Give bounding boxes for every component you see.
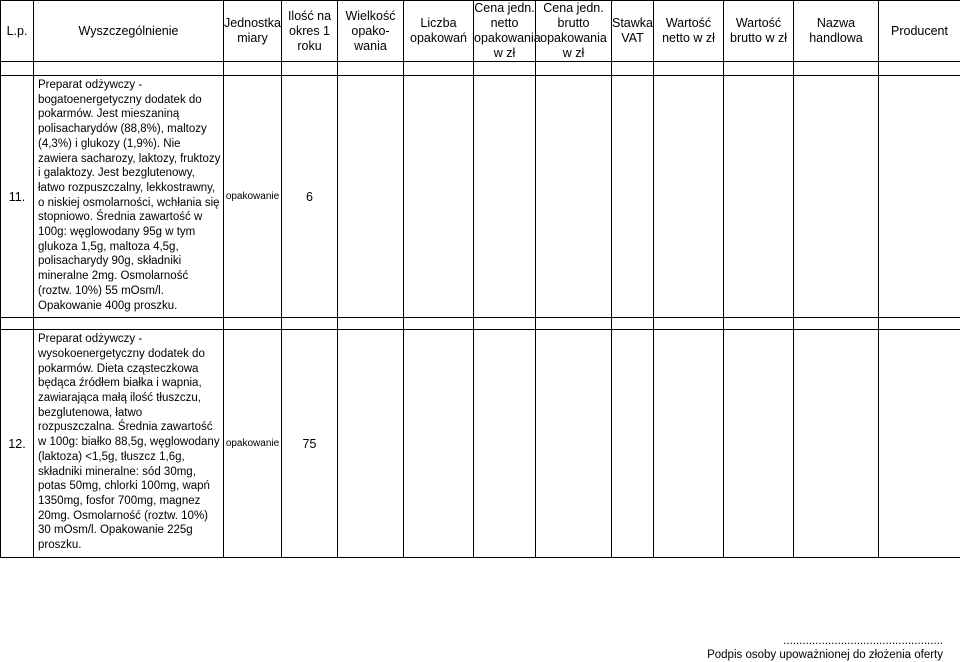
- row-description: Preparat odżywczy - wysokoenergetyczny dodatek do pokarmów. Dieta cząsteczkowa będąca źródłem białka i wapnia, zawiarająca małą ilość tłuszczu, bezglutenowa, łatwo rozpuszczalna. Średnia zawartość w 100g: białko 88,5g, węglowodany (laktoza) <1,5g, tłuszcz 1,6g, składniki mineralne: sód 30mg, potas 50mg, chlorki 100mg, wapń 1350mg, fosfor 700mg, magnez 20mg. Osmolarność (roztw. 10%) 30 mOsm/l. Opakowanie 225g proszku.: [34, 330, 224, 558]
- cell-package-size[interactable]: [338, 330, 404, 558]
- header-unit-price-gross: Cena jedn. brutto opakowania w zł: [536, 1, 612, 62]
- cell-value-gross[interactable]: [724, 330, 794, 558]
- signature-dots: ..................................................: [707, 634, 943, 648]
- header-value-net: Wartość netto w zł: [654, 1, 724, 62]
- cell-vat-rate[interactable]: [612, 330, 654, 558]
- signature-block: [707, 634, 943, 662]
- row-quantity: 75: [282, 330, 338, 558]
- header-vat-rate: Stawka VAT: [612, 1, 654, 62]
- row-lp: 11.: [1, 76, 34, 318]
- table-row: [1, 76, 960, 318]
- cell-package-count[interactable]: [404, 76, 474, 318]
- header-value-gross: Wartość brutto w zł: [724, 1, 794, 62]
- header-producer: Producent: [879, 1, 960, 62]
- table-row: [1, 330, 960, 558]
- header-unit: Jednostka miary: [224, 1, 282, 62]
- cell-unit-price-net[interactable]: [474, 330, 536, 558]
- header-quantity: Ilość na okres 1 roku: [282, 1, 338, 62]
- table-header-row: [1, 1, 960, 62]
- signature-label: Podpis osoby upoważnionej do złożenia oferty: [707, 648, 943, 662]
- cell-trade-name[interactable]: [794, 330, 879, 558]
- cell-producer[interactable]: [879, 76, 960, 318]
- header-package-count: Liczba opakowań: [404, 1, 474, 62]
- cell-value-net[interactable]: [654, 330, 724, 558]
- row-unit: opakowanie: [224, 330, 282, 558]
- header-description: Wyszczególnienie: [34, 1, 224, 62]
- row-lp: 12.: [1, 330, 34, 558]
- cell-unit-price-gross[interactable]: [536, 76, 612, 318]
- row-quantity: 6: [282, 76, 338, 318]
- header-lp: L.p.: [1, 1, 34, 62]
- cell-package-size[interactable]: [338, 76, 404, 318]
- row-description: Preparat odżywczy - bogatoenergetyczny dodatek do pokarmów. Jest mieszaniną polisacharydów (88,8%), maltozy (4,3%) i glukozy (1,9%). Nie zawiera sacharozy, laktozy, fruktozy i galaktozy. Jest bezglutenowy, łatwo rozpuszczalny, lekkostrawny, o niskiej osmolarności, wchłania się stopniowo. Średnia zawartość w 100g: węglowodany 95g w tym glukoza 1,5g, maltoza 4,5g, polisacharydy 90g, składniki mineralne 2mg. Osmolarność (roztw. 10%) 55 mOsm/l. Opakowanie 400g proszku.: [34, 76, 224, 318]
- header-unit-price-net: Cena jedn. netto opakowania w zł: [474, 1, 536, 62]
- cell-trade-name[interactable]: [794, 76, 879, 318]
- header-trade-name: Nazwa handlowa: [794, 1, 879, 62]
- cell-producer[interactable]: [879, 330, 960, 558]
- cell-value-gross[interactable]: [724, 76, 794, 318]
- row-unit: opakowanie: [224, 76, 282, 318]
- cell-value-net[interactable]: [654, 76, 724, 318]
- cell-package-count[interactable]: [404, 330, 474, 558]
- header-package-size: Wielkość opako- wania: [338, 1, 404, 62]
- table-spacer-row: [1, 318, 960, 330]
- table-spacer-row: [1, 62, 960, 76]
- cell-vat-rate[interactable]: [612, 76, 654, 318]
- cell-unit-price-gross[interactable]: [536, 330, 612, 558]
- cell-unit-price-net[interactable]: [474, 76, 536, 318]
